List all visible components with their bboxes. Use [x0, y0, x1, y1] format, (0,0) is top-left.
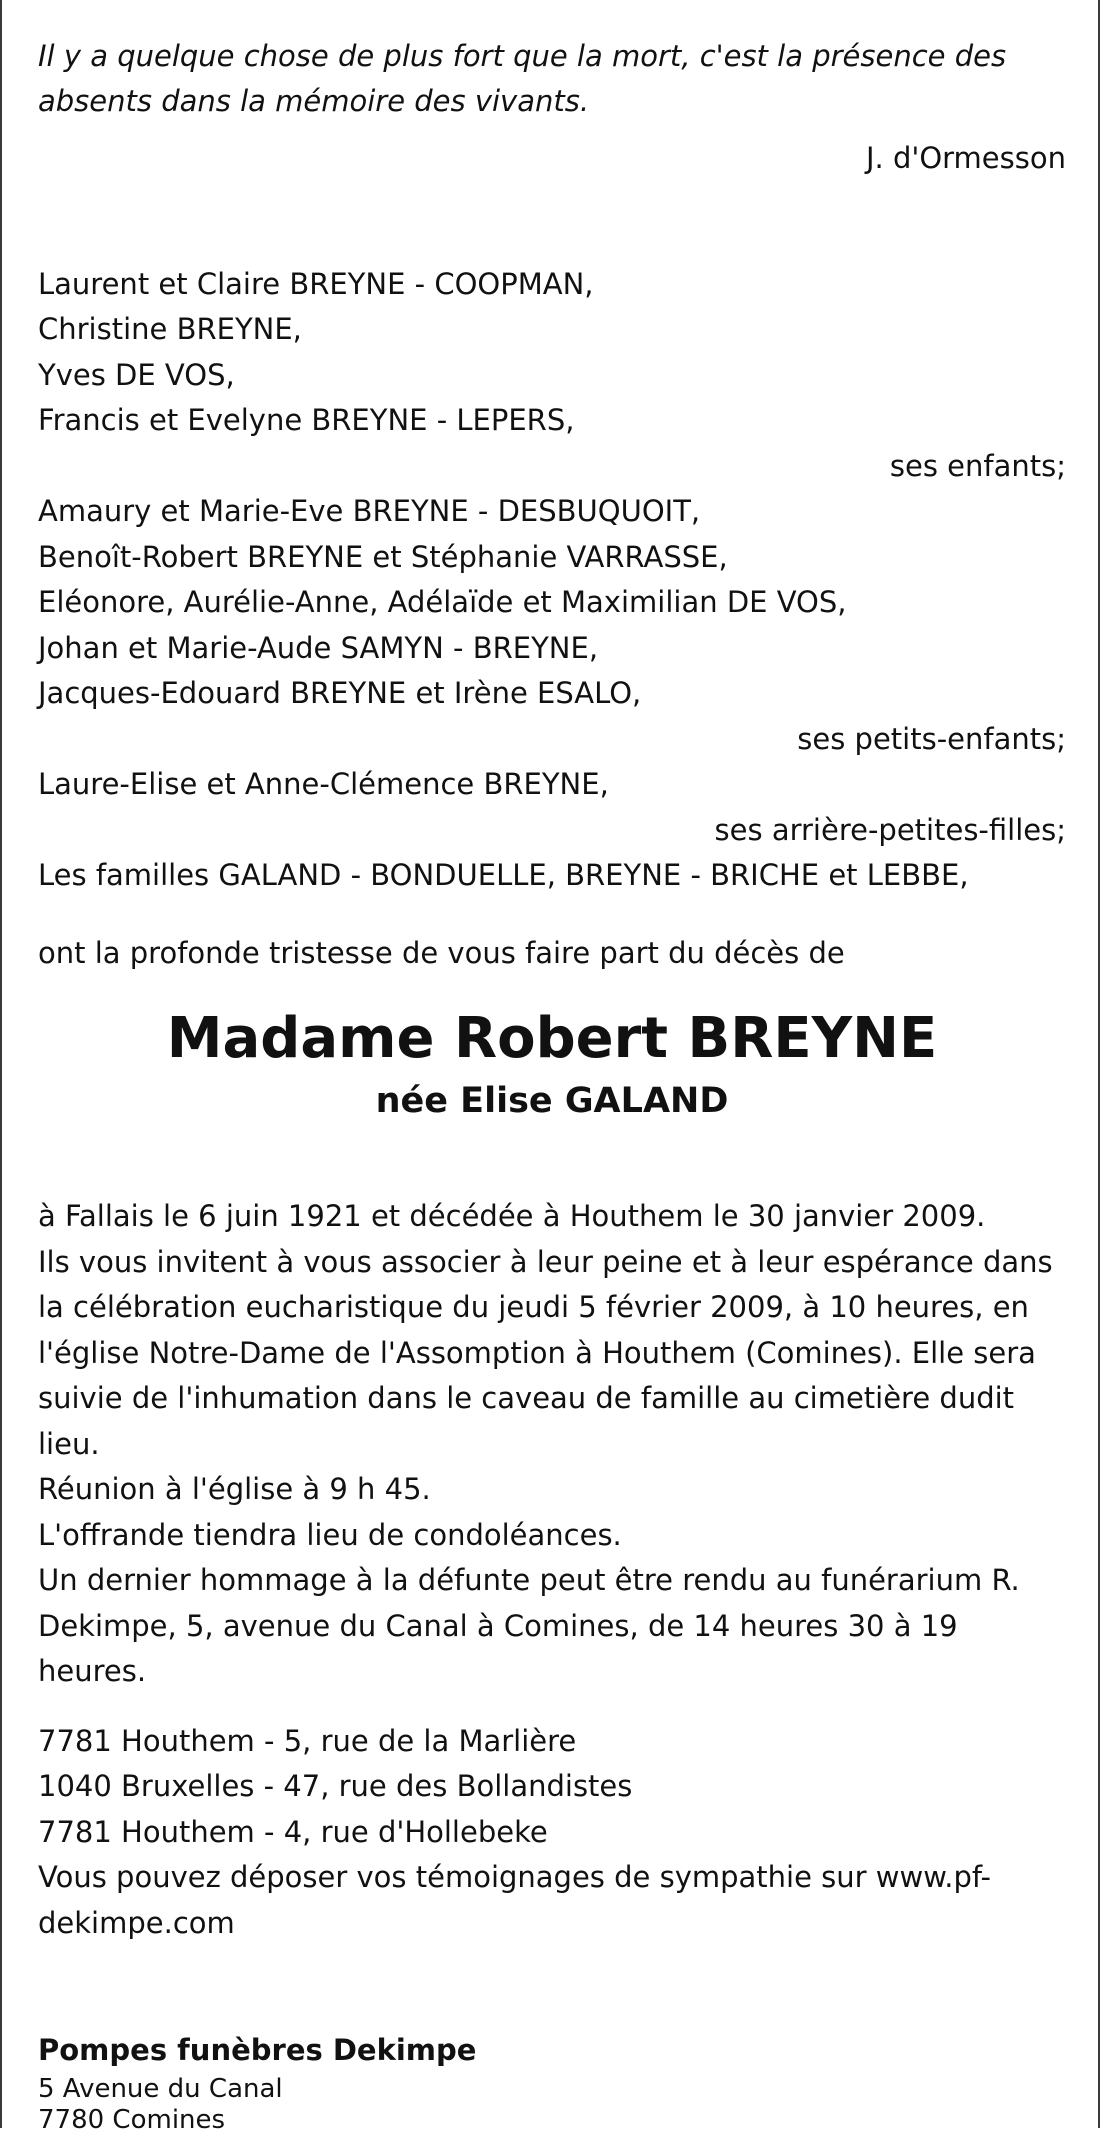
- family-line: Laurent et Claire BREYNE - COOPMAN,: [38, 266, 594, 301]
- family-line: Amaury et Marie-Eve BREYNE - DESBUQUOIT,: [38, 494, 701, 528]
- deceased-maiden-name: née Elise GALAND: [375, 1081, 729, 1121]
- family-line: Eléonore, Aurélie-Anne, Adélaïde et Maximilian DE VOS,: [38, 585, 847, 619]
- epigraph-quote: Il y a quelque chose de plus fort que la mort, c'est la présence des absents dans la mémoire des vivants.: [38, 39, 1007, 118]
- family-line: Benoît-Robert BREYNE et Stéphanie VARRASSE,: [38, 539, 728, 574]
- birth-death-text: à Fallais le 6 juin 1921 et décédée à Houthem le 30 janvier 2009.: [38, 1199, 986, 1233]
- families-line: Les familles GALAND - BONDUELLE, BREYNE - BRICHE et LEBBE,: [38, 858, 969, 892]
- deceased-name: Madame Robert BREYNE: [166, 1006, 938, 1071]
- funeral-home-name: Pompes funèbres Dekimpe: [38, 2033, 477, 2067]
- family-line: Laure-Elise et Anne-Clémence BREYNE,: [38, 767, 609, 801]
- grandchildren-label: ses petits-enfants;: [797, 721, 1066, 756]
- sympathy-text: Vous pouvez déposer vos témoignages de sympathie sur www.pf-dekimpe.com: [38, 1860, 992, 1940]
- ceremony-text: Ils vous invitent à vous associer à leur peine et à leur espérance dans la célébration eucharistique du jeudi 5 février 2009, à 10 heures, en l'église Notre-Dame de l'Assomption à Houthem (Comines). Elle sera suivie de l'inhumation dans le caveau de famille au cimetière dudit lieu.: [38, 1244, 1053, 1461]
- family-line: Yves DE VOS,: [38, 357, 235, 392]
- family-line: Christine BREYNE,: [38, 312, 302, 346]
- funeral-details: [38, 1194, 1066, 1695]
- great-grandchildren-label: ses arrière-petites-filles;: [714, 812, 1066, 847]
- funeral-home-street: 5 Avenue du Canal: [38, 2074, 283, 2104]
- funeral-home-block: [38, 2030, 1066, 2136]
- funeral-home-city: 7780 Comines: [38, 2105, 226, 2135]
- addresses-block: [38, 1719, 1066, 1947]
- meeting-text: Réunion à l'église à 9 h 45.: [38, 1472, 431, 1506]
- offering-text: L'offrande tiendra lieu de condoléances.: [38, 1517, 622, 1552]
- family-line: Johan et Marie-Aude SAMYN - BREYNE,: [38, 630, 599, 665]
- children-list: [38, 262, 1066, 444]
- tribute-text: Un dernier hommage à la défunte peut être rendu au funérarium R. Dekimpe, 5, avenue du Canal à Comines, de 14 heures 30 à 19 heures.: [38, 1563, 1020, 1688]
- family-line: Francis et Evelyne BREYNE - LEPERS,: [38, 403, 575, 437]
- address-line: 7781 Houthem - 5, rue de la Marlière: [38, 1723, 577, 1758]
- grandchildren-list: [38, 489, 1066, 717]
- address-line: 1040 Bruxelles - 47, rue des Bollandistes: [38, 1769, 633, 1803]
- address-line: 7781 Houthem - 4, rue d'Hollebeke: [38, 1814, 548, 1849]
- epigraph-author: J. d'Ormesson: [865, 141, 1066, 175]
- children-label: ses enfants;: [889, 448, 1066, 483]
- announcement-text: ont la profonde tristesse de vous faire part du décès de: [38, 935, 845, 970]
- family-line: Jacques-Edouard BREYNE et Irène ESALO,: [38, 676, 642, 710]
